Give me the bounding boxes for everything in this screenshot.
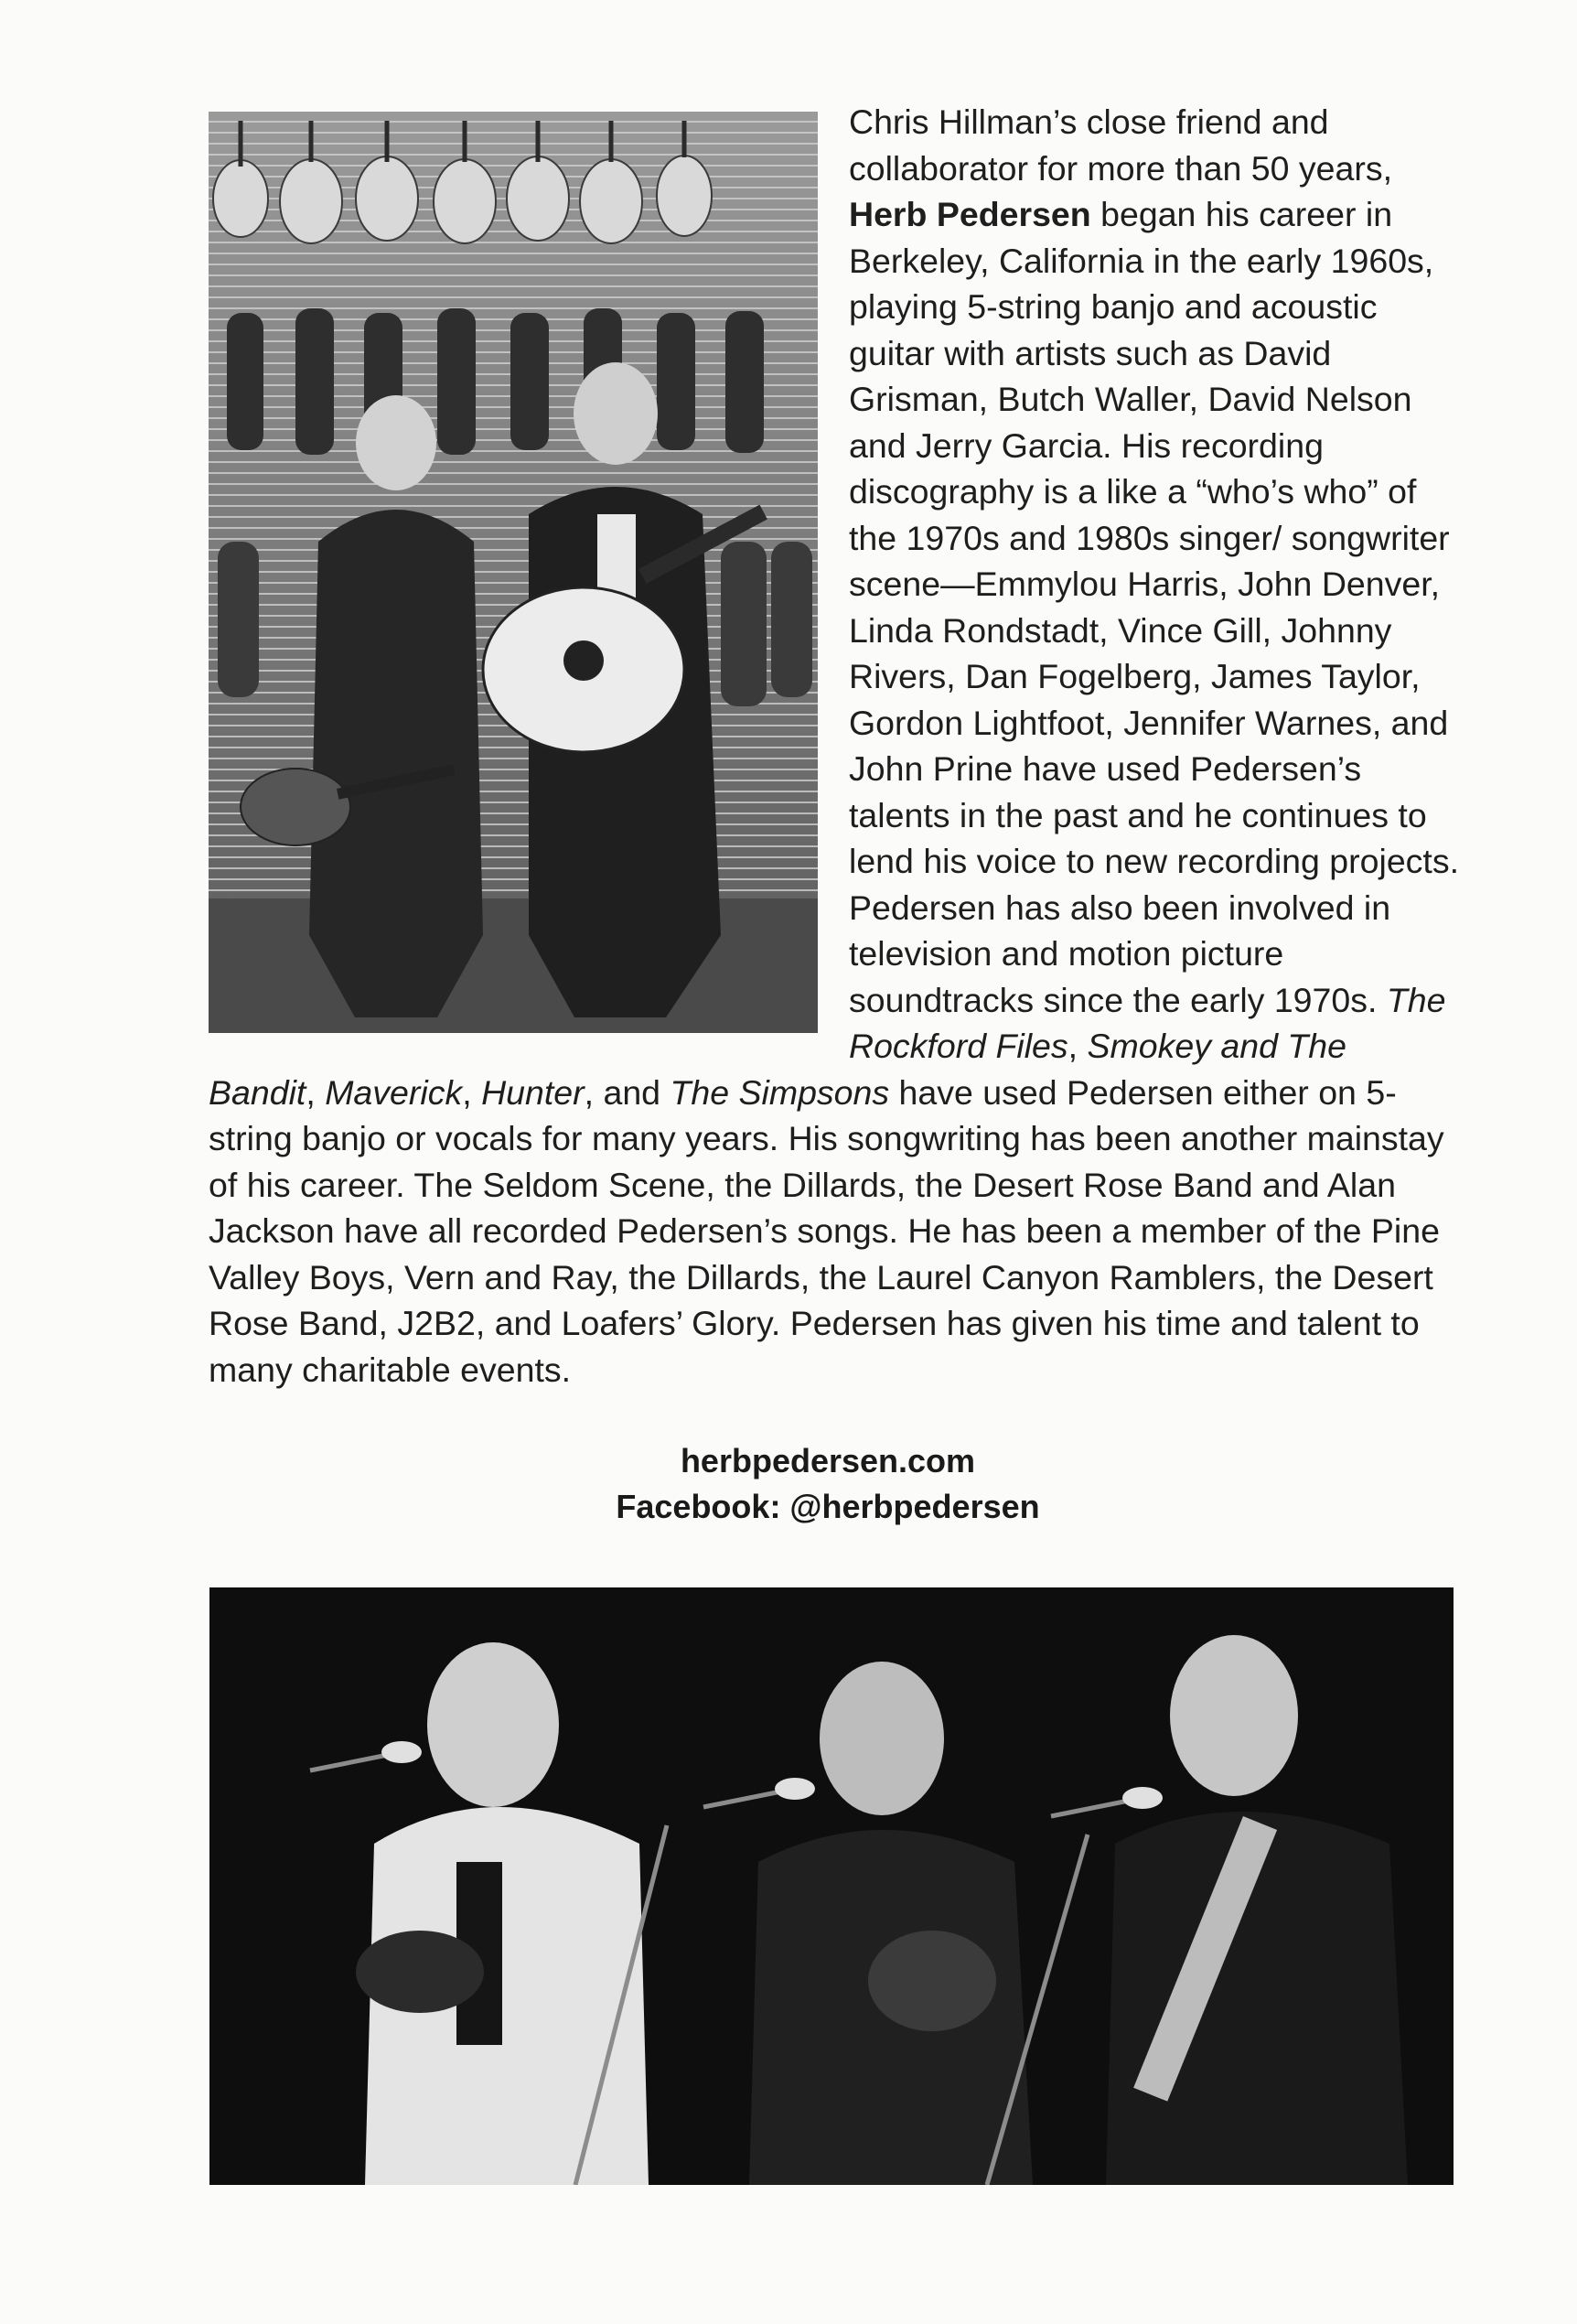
bio-show-maverick: Maverick xyxy=(325,1072,463,1112)
bio-intro: Chris Hillman’s close friend and collaborator for more than 50 years, xyxy=(849,102,1393,188)
bio-separator: , and xyxy=(584,1072,670,1112)
trio-on-stage-photo xyxy=(209,1587,1454,2185)
herb-pedersen-biography xyxy=(209,99,1460,1393)
photo-wrap-spacer xyxy=(209,99,849,1060)
bio-separator: , xyxy=(306,1072,326,1112)
bio-show-simpsons: The Simpsons xyxy=(670,1072,890,1112)
bio-show-rockford: The Rockford Files xyxy=(849,980,1446,1065)
website-link[interactable]: herbpedersen.com xyxy=(680,1442,976,1479)
bio-career: began his career in Berkeley, California in the early 1960s, playing 5-string banjo and acoustic guitar with artists such as David Grisman, Butch Waller, David Nelson and Jerry Garcia. His recording discography is a like a “who’s who” of the 1970s and 1980s singer/ songwriter scene—Emmylou Harris, John Denver, Linda Rondstadt, Vince Gill, Johnny Rivers, Dan Fogelberg, James Taylor, Gordon Lightfoot, Jennifer Warnes, and John Prine have used Pedersen’s talents in the past and he continues to lend his voice to new recording projects. Pedersen has also been involved in television and motion picture soundtracks since the early 1970s. xyxy=(849,195,1460,1019)
bio-separator: , xyxy=(462,1072,482,1112)
bio-show-smokey: Smokey and The Bandit xyxy=(209,1027,1346,1112)
bio-separator: , xyxy=(1067,1027,1088,1065)
bio-show-hunter: Hunter xyxy=(481,1072,585,1112)
trio-photo-illustration xyxy=(209,1587,1454,2185)
bio-closing: have used Pedersen either on 5-string banjo or vocals for many years. His songwriting has been another mainstay of his career. The Seldom Scene, the Dillards, the Desert Rose Band and Alan Jackson have all recorded Pedersen’s songs. He has been a member of the Pine Valley Boys, Vern and Ray, the Dillards, the Laurel Canyon Ramblers, the Desert Rose Band, J2B2, and Loafers’ Glory. Pedersen has given his time and talent to many charitable events. xyxy=(209,1072,1444,1389)
bio-name: Herb Pedersen xyxy=(849,195,1091,233)
facebook-link[interactable]: Facebook: @herbpedersen xyxy=(616,1488,1040,1525)
contact-links xyxy=(0,1438,1577,1530)
